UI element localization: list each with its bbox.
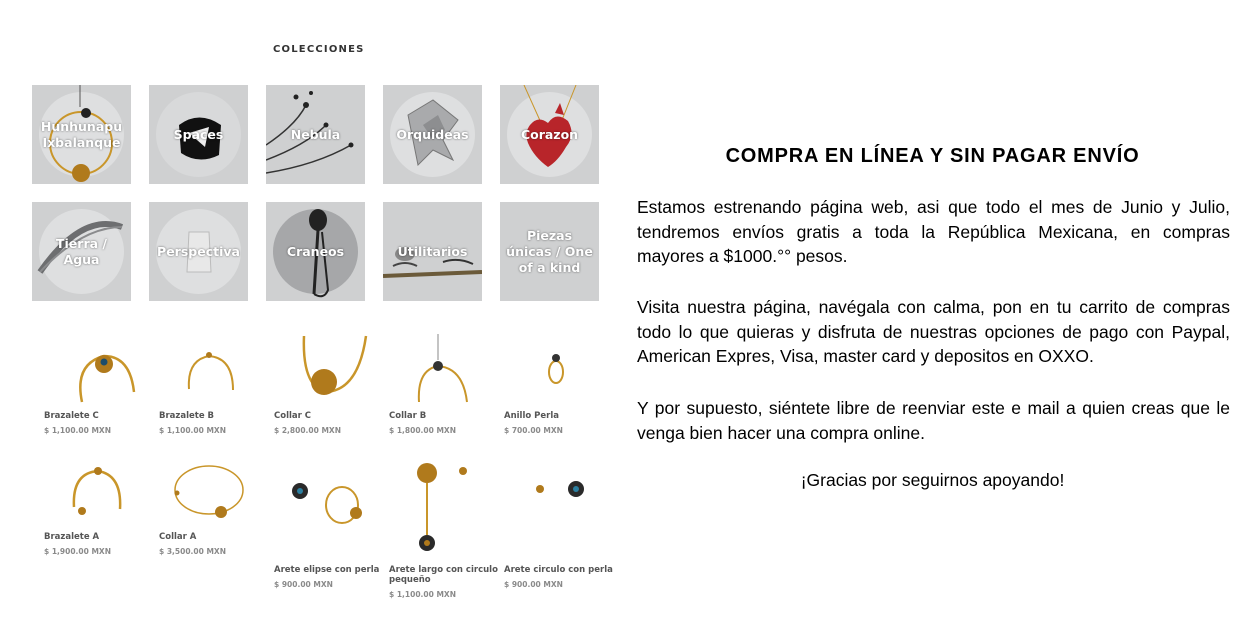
- collection-tile-craneos[interactable]: [266, 202, 365, 301]
- collection-label: Piezas únicas / One of a kind: [506, 227, 593, 275]
- product-price: $ 1,800.00 MXN: [389, 426, 456, 435]
- collection-tile-perspectiva[interactable]: [149, 202, 248, 301]
- brazalete-b-image: [159, 334, 259, 409]
- product-card-arete-elipse[interactable]: [274, 455, 384, 589]
- collar-a-image: [159, 455, 259, 530]
- product-price: $ 900.00 MXN: [504, 580, 563, 589]
- product-card-arete-largo[interactable]: [389, 455, 499, 599]
- collection-label: Craneos: [286, 243, 345, 259]
- collection-label: Tierra / Agua: [56, 235, 107, 267]
- arete-largo-image: [389, 455, 489, 563]
- product-name: Arete circulo con perla: [504, 565, 613, 575]
- product-card-arete-circulo[interactable]: [504, 455, 614, 589]
- product-name: Collar C: [274, 411, 312, 421]
- product-name: Arete largo con circulo pequeño: [389, 565, 498, 585]
- product-price: $ 1,100.00 MXN: [389, 590, 456, 599]
- collection-tile-corazon[interactable]: [500, 85, 599, 184]
- product-name: Arete elipse con perla: [274, 565, 380, 575]
- product-name: Anillo Perla: [504, 411, 560, 421]
- product-card-collar-b[interactable]: [389, 334, 499, 435]
- collar-c-image: [274, 334, 374, 409]
- product-price: $ 700.00 MXN: [504, 426, 563, 435]
- promo-paragraph-shipping: Estamos estrenando página web, asi que todo el mes de Junio y Julio, tendremos envíos gratis a toda la República Mexicana, en compras mayores a $1000.°° pesos.: [637, 197, 1230, 266]
- collections-panel: [0, 0, 620, 640]
- collection-label: Nebula: [290, 126, 341, 142]
- collection-label: Corazon: [520, 126, 579, 142]
- product-price: $ 3,500.00 MXN: [159, 547, 226, 556]
- collection-label: Utilitarios: [397, 243, 468, 259]
- product-card-brazalete-c[interactable]: [44, 334, 154, 435]
- product-name: Brazalete A: [44, 532, 100, 542]
- product-name: Collar A: [159, 532, 197, 542]
- collar-b-image: [389, 334, 489, 409]
- collection-label: Hunhunapu Ixbalanque: [40, 118, 123, 150]
- promo-title: COMPRA EN LÍNEA Y SIN PAGAR ENVÍO: [725, 145, 1140, 167]
- brazalete-a-image: [44, 455, 144, 530]
- collection-tile-spaces[interactable]: [149, 85, 248, 184]
- product-card-brazalete-a[interactable]: [44, 455, 154, 556]
- product-card-collar-a[interactable]: [159, 455, 269, 556]
- collection-tile-orquideas[interactable]: [383, 85, 482, 184]
- product-price: $ 900.00 MXN: [274, 580, 333, 589]
- product-card-collar-c[interactable]: [274, 334, 384, 435]
- product-price: $ 2,800.00 MXN: [274, 426, 341, 435]
- product-name: Collar B: [389, 411, 427, 421]
- product-price: $ 1,900.00 MXN: [44, 547, 111, 556]
- product-card-brazalete-b[interactable]: [159, 334, 269, 435]
- promo-paragraph-payment: Visita nuestra página, navégala con calma, pon en tu carrito de compras todo lo que quieras y disfruta de nuestras opciones de pago con Paypal, American Expres, Visa, master card y depositos en OXXO.: [637, 297, 1230, 366]
- collection-tile-hunhunapu[interactable]: [32, 85, 131, 184]
- anillo-perla-image: [504, 334, 604, 409]
- promo-paragraph-share: Y por supuesto, siéntete libre de reenviar este e mail a quien creas que le venga bien hacer una compra online.: [637, 398, 1230, 443]
- collection-label: Perspectiva: [157, 243, 240, 259]
- collection-label: Spaces: [173, 126, 224, 142]
- collection-tile-piezas-unicas[interactable]: [500, 202, 599, 301]
- collection-label: Orquideas: [396, 126, 469, 142]
- product-card-anillo-perla[interactable]: [504, 334, 614, 435]
- product-price: $ 1,100.00 MXN: [44, 426, 111, 435]
- collections-title: COLECCIONES: [273, 44, 365, 55]
- brazalete-c-image: [44, 334, 144, 409]
- arete-elipse-image: [274, 455, 374, 563]
- collection-tile-tierra-agua[interactable]: [32, 202, 131, 301]
- arete-circulo-image: [504, 455, 604, 563]
- promo-thanks: ¡Gracias por seguirnos apoyando!: [800, 470, 1065, 490]
- product-name: Brazalete C: [44, 411, 99, 421]
- promo-panel: [630, 0, 1235, 640]
- product-name: Brazalete B: [159, 411, 215, 421]
- collection-tile-nebula[interactable]: [266, 85, 365, 184]
- collection-tile-utilitarios[interactable]: [383, 202, 482, 301]
- product-price: $ 1,100.00 MXN: [159, 426, 226, 435]
